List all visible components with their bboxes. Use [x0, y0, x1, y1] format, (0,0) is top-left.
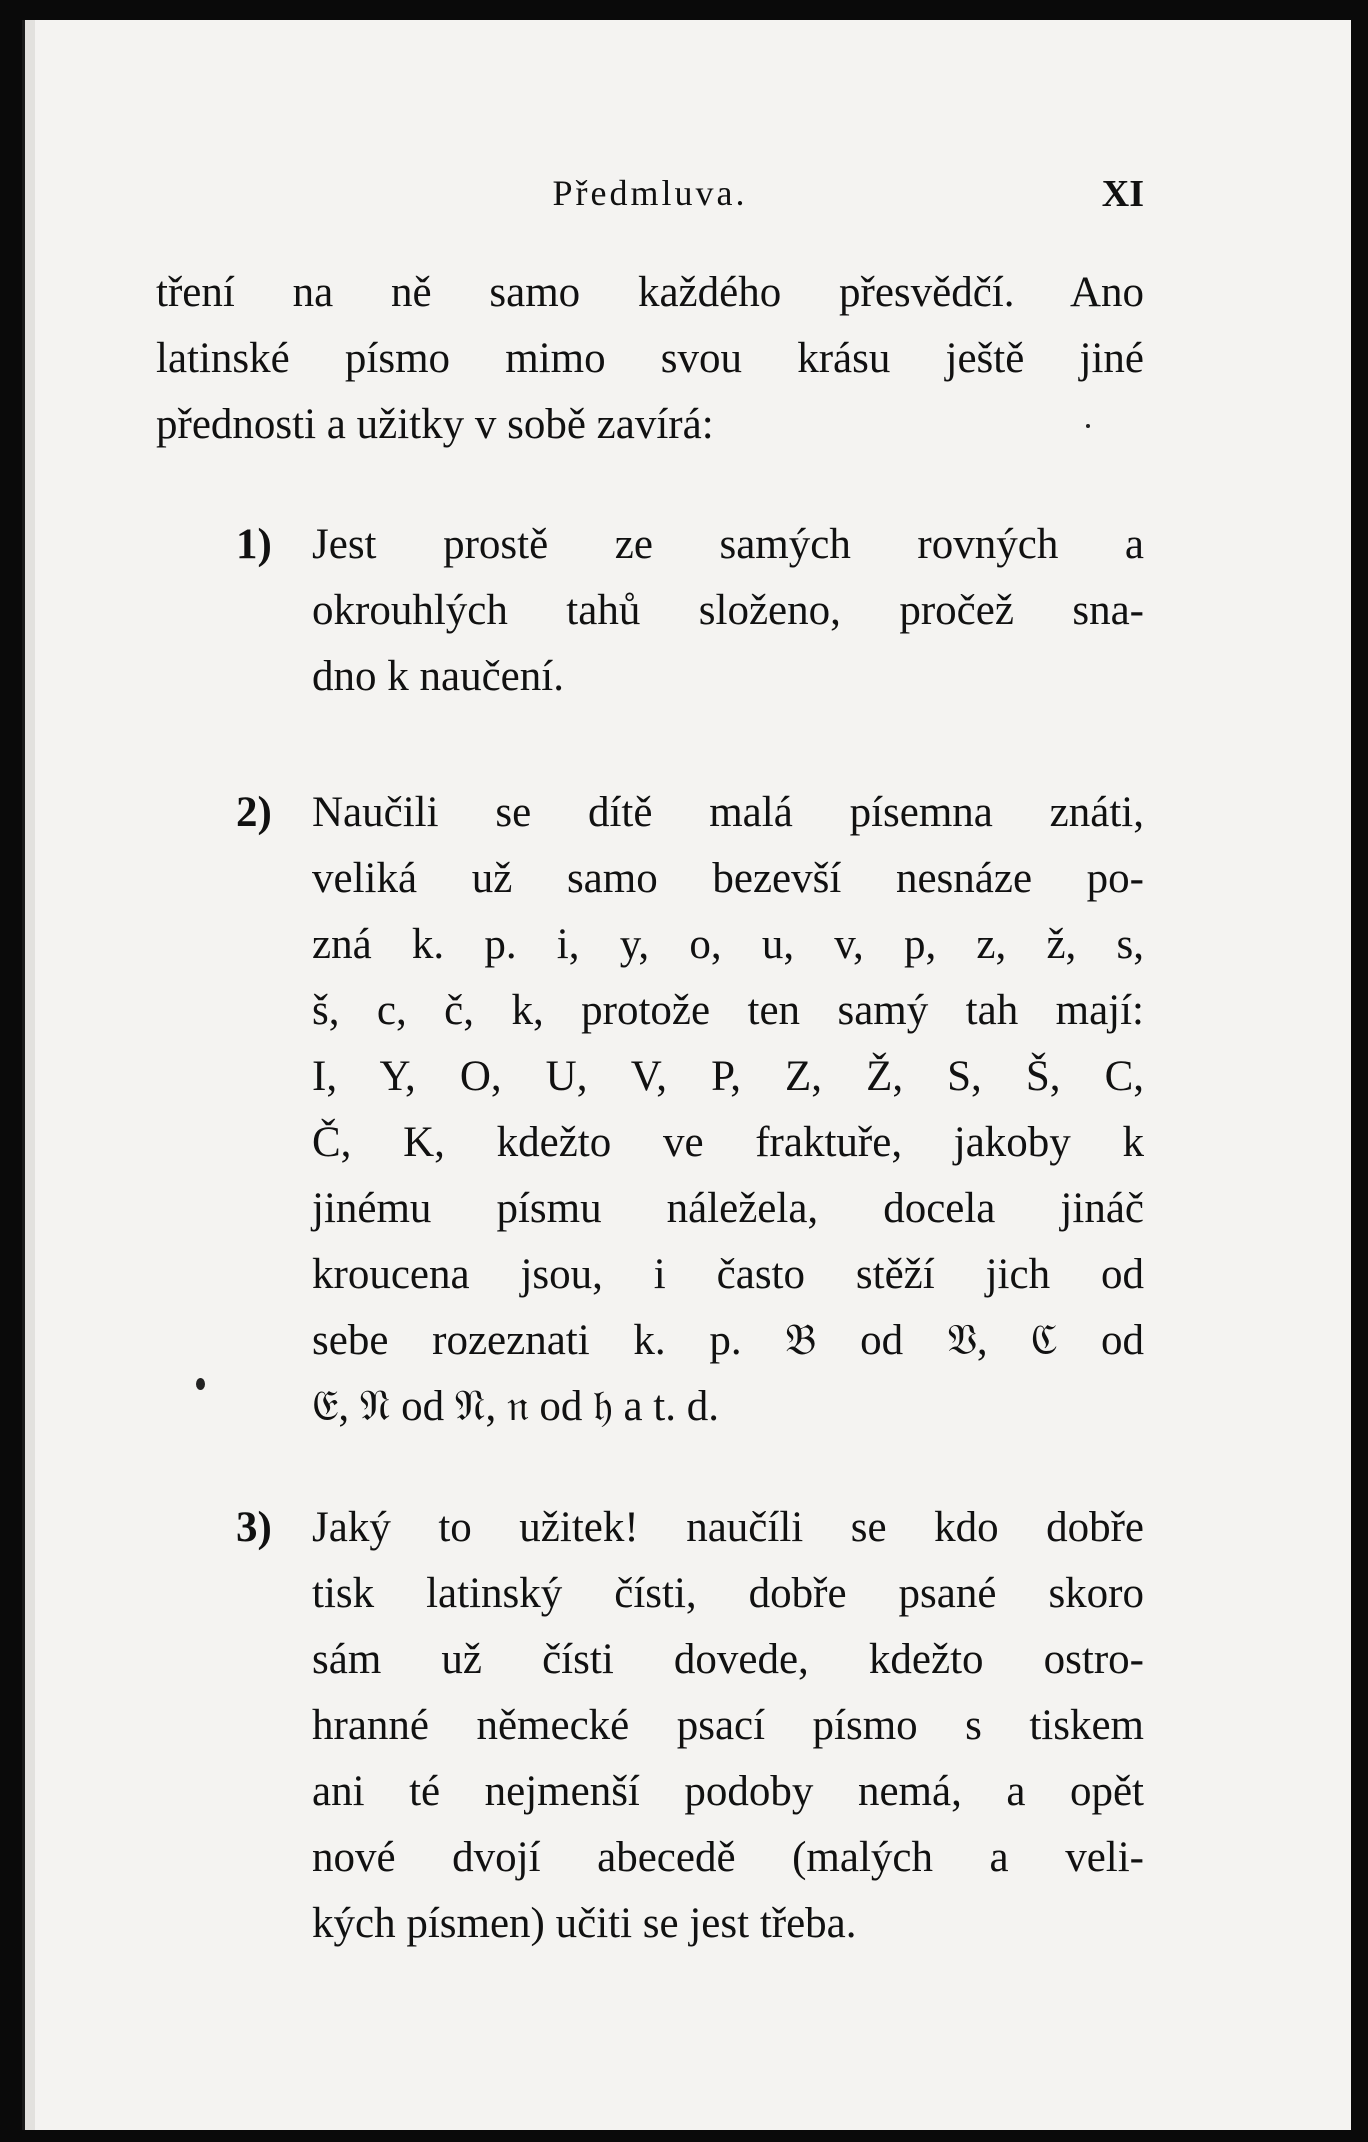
item-number: 2) — [236, 789, 272, 836]
item-number: 1) — [236, 521, 272, 568]
item-text — [312, 512, 1144, 710]
item-line: hranné německé psací písmo s tiskem — [312, 1702, 1144, 1749]
item-line: Jaký to užitek! naučíli se kdo dobře — [312, 1504, 1144, 1551]
intro-line: přednosti a užitky v sobě zavírá: — [156, 401, 714, 448]
page-header — [156, 172, 1144, 222]
item-line: nové dvojí abecedě (malých a veli- — [312, 1834, 1144, 1881]
intro-line: latinské písmo mimo svou krásu ještě jiné — [156, 335, 1144, 382]
scan-speck — [1086, 424, 1090, 428]
item-line: kroucena jsou, i často stěží jich od — [312, 1251, 1144, 1298]
item-line: dno k naučení. — [312, 653, 564, 700]
item-line: kých písmen) učiti se jest třeba. — [312, 1900, 857, 1947]
item-line: sebe rozeznati k. p. 𝔅 od 𝔙, ℭ od — [312, 1317, 1144, 1364]
binding-edge — [25, 20, 35, 2130]
item-line: zná k. p. i, y, o, u, v, p, z, ž, s, — [312, 921, 1144, 968]
item-line: sám už čísti dovede, kdežto ostro- — [312, 1636, 1144, 1683]
item-line: tisk latinský čísti, dobře psané skoro — [312, 1570, 1144, 1617]
item-text — [312, 780, 1144, 1440]
scan-speck — [196, 1378, 205, 1390]
item-line: I, Y, O, U, V, P, Z, Ž, S, Š, C, — [312, 1053, 1144, 1100]
item-text — [312, 1495, 1144, 1957]
item-line: veliká už samo bezevší nesnáze po- — [312, 855, 1144, 902]
intro-line: tření na ně samo každého přesvědčí. Ano — [156, 269, 1144, 316]
intro-paragraph — [156, 260, 1144, 458]
running-title: Předmluva. — [552, 173, 748, 213]
item-line: okrouhlých tahů složeno, pročež sna- — [312, 587, 1144, 634]
item-line: 𝔈, 𝔑 od 𝔑, 𝔫 od 𝔥 a t. d. — [312, 1383, 719, 1430]
item-number: 3) — [236, 1504, 272, 1551]
item-line: Jest prostě ze samých rovných a — [312, 521, 1144, 568]
item-line: Č, K, kdežto ve fraktuře, jakoby k — [312, 1119, 1144, 1166]
item-line: š, c, č, k, protože ten samý tah mají: — [312, 987, 1144, 1034]
item-line: ani té nejmenší podoby nemá, a opět — [312, 1768, 1144, 1815]
page-number: XI — [1101, 173, 1144, 215]
item-line: jinému písmu náležela, docela jináč — [312, 1185, 1144, 1232]
item-line: Naučili se dítě malá písemna znáti, — [312, 789, 1144, 836]
